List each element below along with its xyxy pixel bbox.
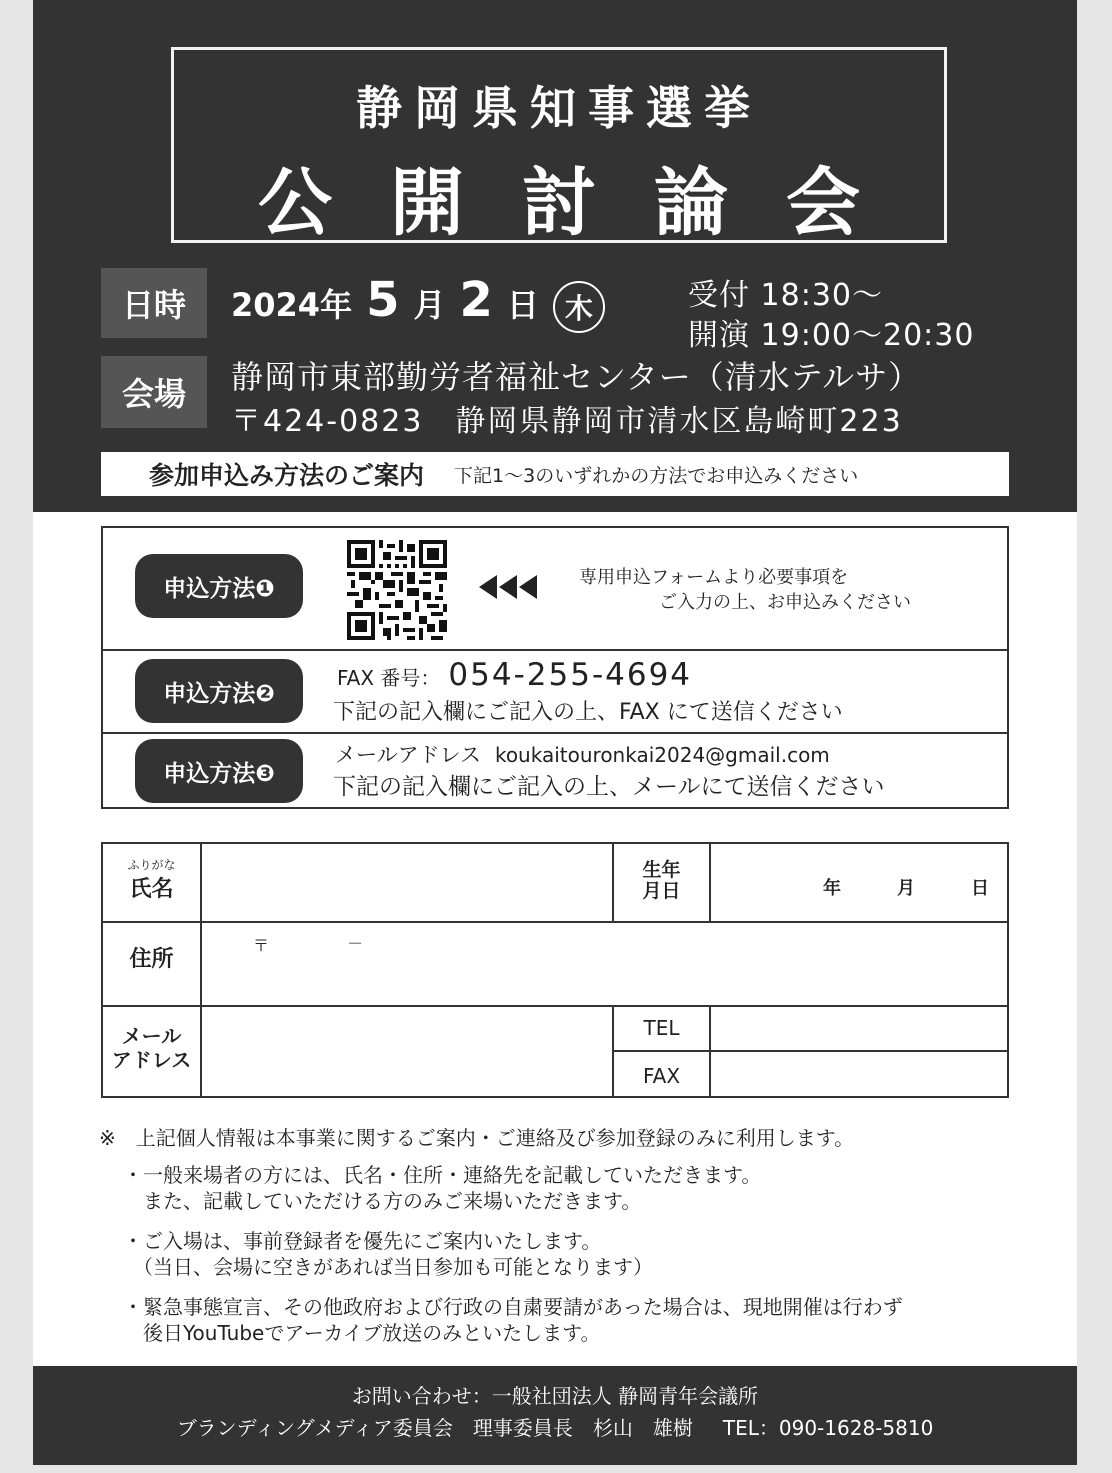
date-day-unit: 日	[506, 286, 539, 324]
method-3-badge: 申込方法❸	[135, 739, 303, 803]
tel-label: TEL	[643, 1016, 680, 1040]
dob-month-unit: 月	[897, 878, 915, 899]
triple-left-arrow-icon	[479, 575, 539, 599]
address-label: 住所	[129, 947, 174, 972]
note-item-3-line1: ・緊急事態宣言、その他政府および行政の自粛要請があった場合は、現地開催は行わず	[123, 1295, 903, 1319]
date-label: 日時	[101, 268, 207, 338]
guide-bar	[101, 452, 1009, 496]
guide-heading: 参加申込み方法のご案内	[149, 461, 425, 490]
weekday-badge: 木	[553, 281, 605, 333]
dob-label	[614, 860, 709, 902]
reception-time: 受付 18:30～	[688, 278, 883, 313]
method-1-instructions	[579, 565, 911, 615]
contact-person	[33, 1412, 1077, 1441]
method-2-note: 下記の記入欄にご記入の上、FAX にて送信ください	[333, 700, 843, 725]
name-field[interactable]	[203, 844, 611, 920]
dob-label-line2: 月日	[642, 880, 681, 902]
contact-name: ブランディングメディア委員会 理事委員長 杉山 雄樹	[176, 1416, 693, 1440]
method-1-badge: 申込方法❶	[135, 554, 303, 618]
method-3-row	[103, 732, 1007, 809]
dob-year-unit: 年	[823, 878, 841, 899]
postal-dash: －	[347, 934, 364, 953]
method-3-note: 下記の記入欄にご記入の上、メールにて送信ください	[333, 774, 885, 800]
email-field[interactable]	[203, 1007, 611, 1096]
privacy-note: ※ 上記個人情報は本事業に関するご案内・ご連絡及び参加登録のみに利用します。	[99, 1126, 855, 1150]
method-1-line2: ご入力の上、お申込みください	[659, 592, 911, 613]
note-item-3	[123, 1294, 903, 1346]
method-1-line1: 専用申込フォームより必要事項を	[579, 567, 849, 588]
event-title: 公開討論会	[258, 160, 918, 246]
contact-organization: お問い合わせ：一般社団法人 静岡青年会議所	[351, 1384, 759, 1408]
form-divider	[709, 844, 711, 921]
contact-tel[interactable]: TEL：090-1628-5810	[722, 1416, 934, 1440]
method-2-badge: 申込方法❷	[135, 659, 303, 723]
form-divider	[200, 844, 202, 1096]
name-label	[103, 858, 200, 903]
flyer-sheet	[33, 0, 1077, 1465]
title-box	[171, 47, 947, 246]
furigana-label: ふりがな	[127, 858, 176, 872]
fax-number-label: FAX 番号：	[337, 666, 441, 690]
application-methods	[101, 526, 1009, 809]
fax-label: FAX	[642, 1064, 681, 1088]
event-subtitle: 静岡県知事選挙	[356, 81, 762, 135]
venue-label: 会場	[101, 356, 207, 428]
registration-form	[101, 842, 1009, 1098]
header-panel	[33, 0, 1077, 512]
note-item-2-line2: （当日、会場に空きがあれば当日参加も可能となります）	[123, 1255, 653, 1279]
footer-panel	[33, 1366, 1077, 1465]
email-label: メールアドレス	[335, 743, 481, 767]
note-item-3-line2: 後日YouTubeでアーカイブ放送のみといたします。	[123, 1321, 601, 1345]
email-field-label	[103, 1024, 200, 1072]
date-year: 2024年	[231, 286, 353, 324]
note-item-2	[123, 1228, 653, 1280]
fax-line	[337, 657, 692, 693]
fax-field[interactable]	[711, 1052, 1007, 1096]
qr-code-icon[interactable]	[347, 540, 447, 640]
note-item-1-line1: ・一般来場者の方には、氏名・住所・連絡先を記載していただきます。	[123, 1163, 762, 1187]
tel-field[interactable]	[711, 1007, 1007, 1050]
dob-label-line1: 生年	[642, 859, 681, 881]
note-item-1-line2: また、記載していただける方のみご来場いただきます。	[123, 1189, 642, 1213]
fax-number[interactable]: 054-255-4694	[448, 657, 693, 693]
email-address[interactable]: koukaitouronkai2024@gmail.com	[494, 743, 830, 767]
postal-mark: 〒	[253, 936, 270, 955]
email-line	[335, 739, 830, 769]
venue-address: 〒424-0823 静岡県静岡市清水区島崎町223	[231, 404, 903, 439]
email-field-label-line1: メール	[121, 1024, 182, 1048]
venue-name: 静岡市東部勤労者福祉センター（清水テルサ）	[231, 358, 922, 396]
date-day-number: 2	[459, 272, 493, 328]
method-2-row	[103, 649, 1007, 734]
method-1-row	[103, 528, 1007, 651]
date-month-unit: 月	[413, 286, 446, 324]
name-label-text: 氏名	[129, 877, 174, 902]
event-date	[231, 272, 605, 333]
guide-subtext: 下記1～3のいずれかの方法でお申込みください	[454, 464, 859, 487]
dob-day-unit: 日	[971, 878, 989, 899]
note-item-2-line1: ・ご入場は、事前登録者を優先にご案内いたします。	[123, 1229, 602, 1253]
show-time: 開演 19:00～20:30	[688, 318, 975, 353]
note-item-1	[123, 1162, 761, 1214]
date-month-number: 5	[366, 272, 400, 328]
address-field[interactable]	[203, 923, 1007, 1005]
email-field-label-line2: アドレス	[111, 1048, 192, 1072]
dob-field[interactable]	[823, 874, 1045, 900]
